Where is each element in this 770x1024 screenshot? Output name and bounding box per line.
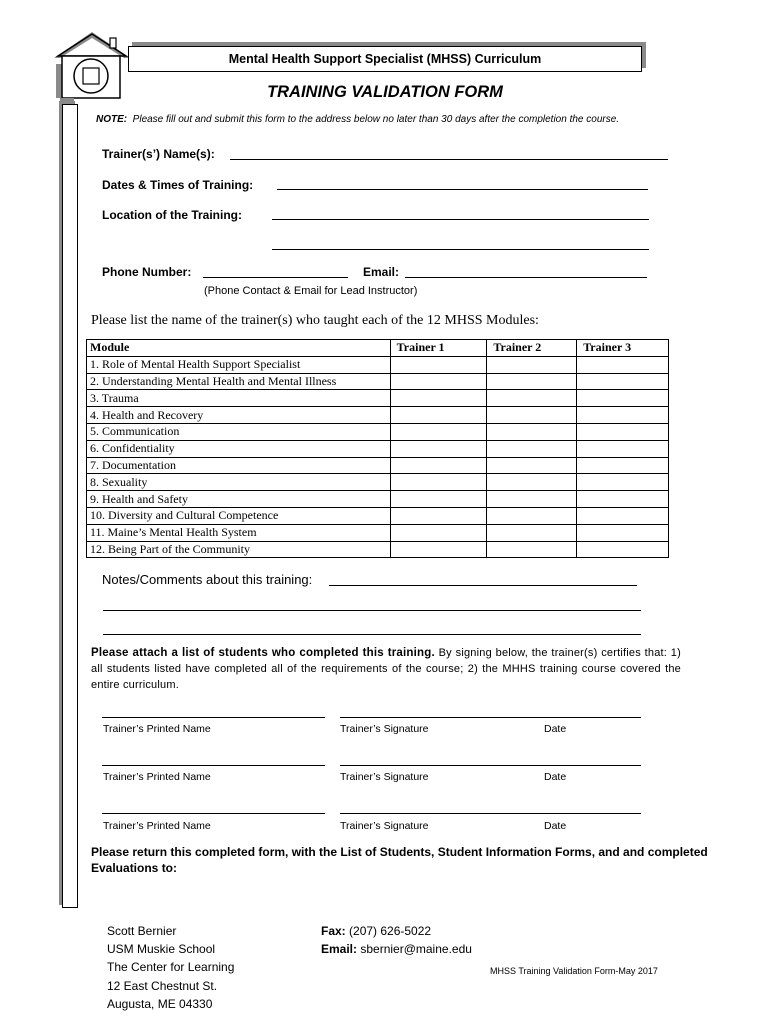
date-caption: Date bbox=[544, 820, 567, 832]
module-name: 11. Maine’s Mental Health System bbox=[87, 524, 391, 541]
location-line-1[interactable] bbox=[272, 219, 649, 220]
note-text: Please fill out and submit this form to the address below no later than 30 days after the completion the course. bbox=[132, 114, 620, 125]
trainer-names-label: Trainer(s’) Name(s): bbox=[102, 147, 215, 161]
email-line[interactable] bbox=[405, 277, 647, 278]
notes-line-1[interactable] bbox=[329, 585, 637, 586]
table-row bbox=[87, 507, 669, 524]
header-trainer-3: Trainer 3 bbox=[577, 340, 669, 357]
trainer-cell[interactable] bbox=[390, 491, 487, 508]
module-name: 10. Diversity and Cultural Competence bbox=[87, 507, 391, 524]
trainer-cell[interactable] bbox=[577, 356, 669, 373]
table-row bbox=[87, 407, 669, 424]
address-line-3: 12 East Chestnut St. bbox=[107, 979, 218, 993]
trainer-cell[interactable] bbox=[390, 423, 487, 440]
fax bbox=[321, 924, 431, 938]
email bbox=[321, 942, 472, 956]
trainer-cell[interactable] bbox=[577, 373, 669, 390]
trainer-cell[interactable] bbox=[390, 457, 487, 474]
address-line-4: Augusta, ME 04330 bbox=[107, 997, 213, 1011]
module-name: 3. Trauma bbox=[87, 390, 391, 407]
printed-name-caption: Trainer’s Printed Name bbox=[103, 723, 211, 735]
table-row bbox=[87, 373, 669, 390]
module-name: 12. Being Part of the Community bbox=[87, 541, 391, 558]
address-line-1: USM Muskie School bbox=[107, 942, 216, 956]
table-row bbox=[87, 524, 669, 541]
dates-times-label: Dates & Times of Training: bbox=[102, 178, 254, 192]
module-name: 9. Health and Safety bbox=[87, 491, 391, 508]
module-name: 6. Confidentiality bbox=[87, 440, 391, 457]
notes-label: Notes/Comments about this training: bbox=[102, 572, 313, 587]
curriculum-title: Mental Health Support Specialist (MHSS) Curriculum bbox=[128, 46, 642, 72]
fax-label: Fax: bbox=[321, 924, 346, 938]
date-caption: Date bbox=[544, 723, 567, 735]
table-row bbox=[87, 423, 669, 440]
table-row bbox=[87, 356, 669, 373]
trainer-cell[interactable] bbox=[577, 457, 669, 474]
fax-value: (207) 626-5022 bbox=[345, 924, 432, 938]
trainer-cell[interactable] bbox=[390, 507, 487, 524]
trainer-cell[interactable] bbox=[487, 474, 577, 491]
table-header-row bbox=[87, 340, 669, 357]
table-row bbox=[87, 457, 669, 474]
trainer-names-line[interactable] bbox=[230, 159, 668, 160]
printed-name-line-1[interactable] bbox=[102, 717, 325, 718]
notes-line-2[interactable] bbox=[103, 610, 641, 611]
signature-caption: Trainer’s Signature bbox=[340, 820, 429, 832]
address-line-2: The Center for Learning bbox=[107, 960, 235, 974]
form-title: TRAINING VALIDATION FORM bbox=[267, 83, 503, 101]
signature-caption: Trainer’s Signature bbox=[340, 723, 429, 735]
header-trainer-2: Trainer 2 bbox=[487, 340, 577, 357]
trainer-cell[interactable] bbox=[487, 507, 577, 524]
trainer-cell[interactable] bbox=[487, 407, 577, 424]
location-label: Location of the Training: bbox=[102, 208, 242, 222]
table-row bbox=[87, 491, 669, 508]
trainer-cell[interactable] bbox=[390, 407, 487, 424]
printed-name-line-2[interactable] bbox=[102, 765, 325, 766]
table-row bbox=[87, 390, 669, 407]
footer-form-id: MHSS Training Validation Form-May 2017 bbox=[490, 966, 658, 976]
trainer-cell[interactable] bbox=[390, 541, 487, 558]
trainer-cell[interactable] bbox=[487, 491, 577, 508]
table-row bbox=[87, 440, 669, 457]
trainer-cell[interactable] bbox=[487, 423, 577, 440]
header-module: Module bbox=[87, 340, 391, 357]
trainer-cell[interactable] bbox=[390, 440, 487, 457]
signature-caption: Trainer’s Signature bbox=[340, 771, 429, 783]
module-name: 2. Understanding Mental Health and Mental Illness bbox=[87, 373, 391, 390]
attach-statement bbox=[91, 645, 681, 693]
trainer-cell[interactable] bbox=[390, 390, 487, 407]
date-caption: Date bbox=[544, 771, 567, 783]
email-label: Email: bbox=[363, 265, 400, 279]
module-name: 1. Role of Mental Health Support Specialist bbox=[87, 356, 391, 373]
email-value[interactable]: sbernier@maine.edu bbox=[357, 942, 472, 956]
trainer-cell[interactable] bbox=[487, 541, 577, 558]
trainer-cell[interactable] bbox=[577, 440, 669, 457]
trainer-cell[interactable] bbox=[577, 491, 669, 508]
phone-email-note: (Phone Contact & Email for Lead Instructor) bbox=[204, 285, 418, 297]
trainer-cell[interactable] bbox=[487, 390, 577, 407]
attach-text: By signing below, the trainer(s) certifies that: 1) all students listed have completed all of the requirements of the course; 2) the MHHS training course covered the entire curriculum. bbox=[91, 647, 681, 691]
printed-name-caption: Trainer’s Printed Name bbox=[103, 771, 211, 783]
trainer-cell[interactable] bbox=[577, 407, 669, 424]
trainer-cell[interactable] bbox=[487, 373, 577, 390]
signature-line-3[interactable] bbox=[340, 813, 641, 814]
phone-line[interactable] bbox=[203, 277, 348, 278]
trainer-cell[interactable] bbox=[487, 524, 577, 541]
trainer-cell[interactable] bbox=[577, 541, 669, 558]
phone-label: Phone Number: bbox=[102, 265, 192, 279]
module-name: 8. Sexuality bbox=[87, 474, 391, 491]
dates-times-line[interactable] bbox=[277, 189, 648, 190]
modules-intro: Please list the name of the trainer(s) who taught each of the 12 MHSS Modules: bbox=[91, 313, 539, 328]
trainer-cell[interactable] bbox=[390, 524, 487, 541]
address-name: Scott Bernier bbox=[107, 924, 177, 938]
trainer-cell[interactable] bbox=[390, 474, 487, 491]
module-name: 5. Communication bbox=[87, 423, 391, 440]
note bbox=[96, 114, 619, 125]
email-contact-label: Email: bbox=[321, 942, 358, 956]
printed-name-line-3[interactable] bbox=[102, 813, 325, 814]
location-line-2[interactable] bbox=[272, 249, 649, 250]
modules-table bbox=[86, 339, 669, 558]
table-row bbox=[87, 474, 669, 491]
trainer-cell[interactable] bbox=[577, 524, 669, 541]
trainer-cell[interactable] bbox=[577, 390, 669, 407]
trainer-cell[interactable] bbox=[577, 423, 669, 440]
return-instructions: Please return this completed form, with the List of Students, Student Information Forms, and and completed Evaluations to: bbox=[91, 845, 708, 875]
signature-line-1[interactable] bbox=[340, 717, 641, 718]
trainer-cell[interactable] bbox=[487, 440, 577, 457]
decorative-side-bar bbox=[62, 104, 78, 908]
trainer-cell[interactable] bbox=[487, 356, 577, 373]
trainer-cell[interactable] bbox=[390, 373, 487, 390]
module-name: 7. Documentation bbox=[87, 457, 391, 474]
printed-name-caption: Trainer’s Printed Name bbox=[103, 820, 211, 832]
signature-line-2[interactable] bbox=[340, 765, 641, 766]
module-name: 4. Health and Recovery bbox=[87, 407, 391, 424]
trainer-cell[interactable] bbox=[487, 457, 577, 474]
trainer-cell[interactable] bbox=[577, 507, 669, 524]
notes-line-3[interactable] bbox=[103, 634, 641, 635]
attach-bold: Please attach a list of students who completed this training. bbox=[91, 647, 435, 659]
trainer-cell[interactable] bbox=[577, 474, 669, 491]
note-label: NOTE: bbox=[96, 114, 128, 125]
header-trainer-1: Trainer 1 bbox=[390, 340, 487, 357]
trainer-cell[interactable] bbox=[390, 356, 487, 373]
table-row bbox=[87, 541, 669, 558]
